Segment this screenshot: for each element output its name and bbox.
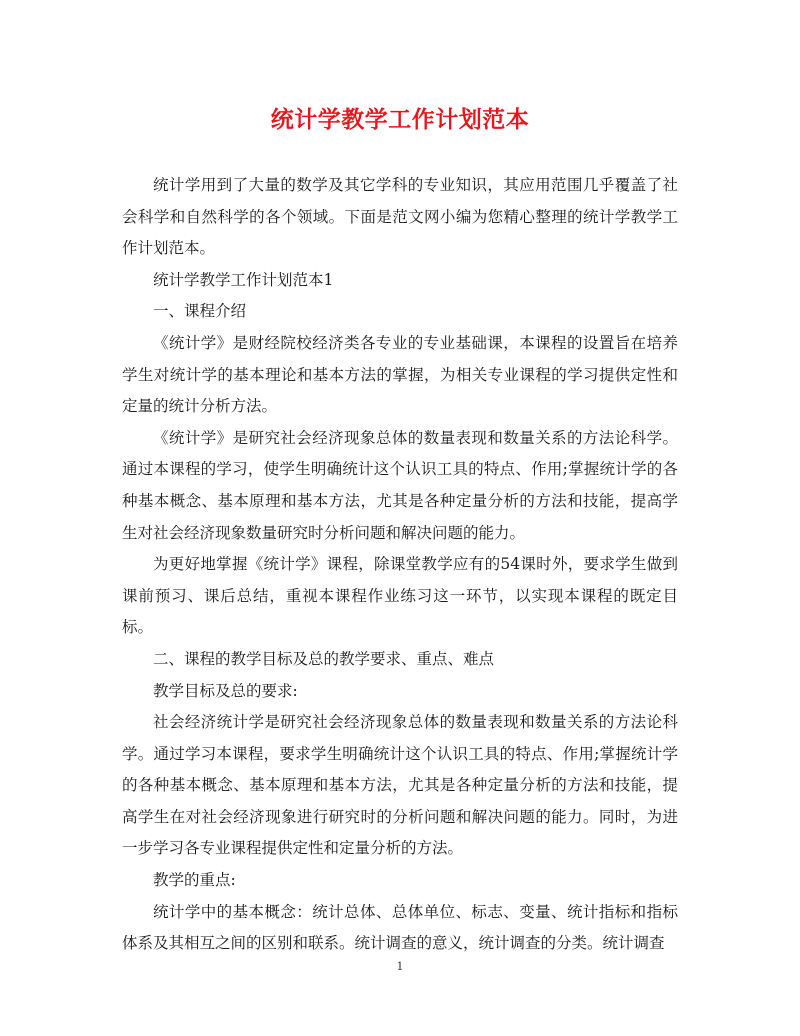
document-title: 统计学教学工作计划范本 [270, 106, 530, 133]
paragraph-key-points: 统计学中的基本概念：统计总体、总体单位、标志、变量、统计指标和指标体系及其相互之间的区别和联系。统计调查的意义，统计调查的分类。统计调查 [122, 902, 678, 953]
paragraph-goals: 社会经济统计学是研究社会经济现象总体的数量表现和数量关系的方法论科学。通过学习本课程，要求学生明确统计这个认识工具的特点、作用;掌握统计学的各种基本概念、基本原理和基本方法，尤其是各种定量分析的方法和技能，提高学生在对社会经济现象进行研究时的分析问题和解决问题的能力。同时，为进一步学习各专业课程提供定性和定量分析的方法。 [122, 713, 678, 858]
subheading-key-points: 教学的重点: [153, 871, 236, 890]
document-body [122, 170, 678, 960]
subheading-goals-requirements: 教学目标及总的要求: [153, 681, 298, 700]
section-heading-course-intro: 一、课程介绍 [153, 302, 247, 321]
paragraph-course-description: 《统计学》是财经院校经济类各专业的专业基础课，本课程的设置旨在培养学生对统计学的基本理论和基本方法的掌握，为相关专业课程的学习提供定性和定量的统计分析方法。 [122, 333, 678, 416]
paragraph-intro: 统计学用到了大量的数学及其它学科的专业知识，其应用范围几乎覆盖了社会科学和自然科学的各个领域。下面是范文网小编为您精心整理的统计学教学工作计划范本。 [122, 176, 678, 258]
paragraph-course-purpose: 《统计学》是研究社会经济现象总体的数量表现和数量关系的方法论科学。通过本课程的学习，使学生明确统计这个认识工具的特点、作用;掌握统计学的各种基本概念、基本原理和基本方法，尤其是各种定量分析的方法和技能，提高学生对社会经济现象数量研究时分析问题和解决问题的能力。 [122, 428, 678, 542]
page-number: 1 [396, 960, 404, 973]
paragraph-course-hours: 为更好地掌握《统计学》课程，除课堂教学应有的54课时外，要求学生做到课前预习、课后总结，重视本课程作业练习这一环节，以实现本课程的既定目标。 [122, 555, 678, 637]
paragraph-plan-heading: 统计学教学工作计划范本1 [153, 270, 334, 289]
section-heading-teaching-goals: 二、课程的教学目标及总的教学要求、重点、难点 [153, 649, 495, 668]
